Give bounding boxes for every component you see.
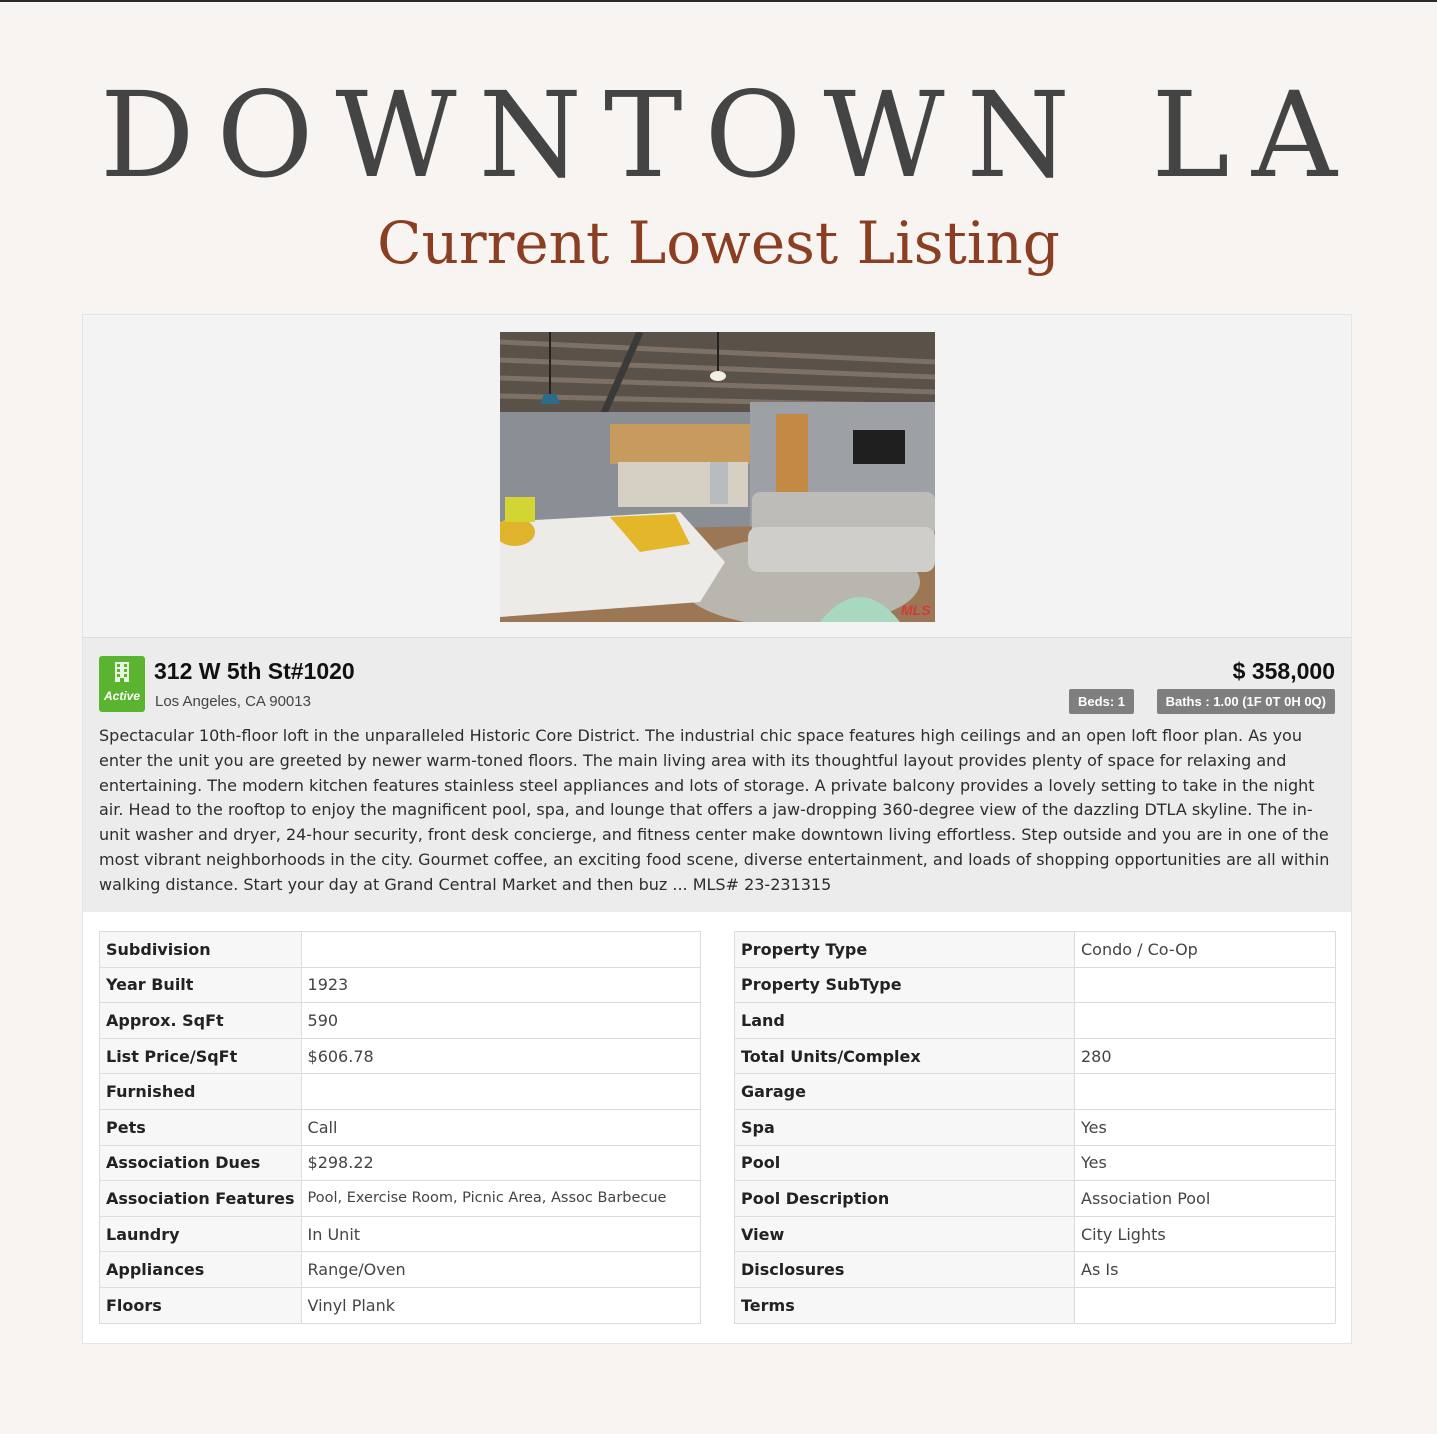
photo-area (83, 315, 1351, 637)
table-row (100, 932, 701, 968)
detail-label: Appliances (100, 1252, 302, 1288)
detail-label: Spa (735, 1109, 1075, 1145)
table-row (735, 1287, 1336, 1323)
detail-label: Total Units/Complex (735, 1038, 1075, 1074)
detail-label: List Price/SqFt (100, 1038, 302, 1074)
table-row (735, 1252, 1336, 1288)
status-label: Active (103, 689, 141, 703)
table-row (735, 1038, 1336, 1074)
detail-value: Association Pool (1075, 1181, 1336, 1217)
detail-label: Floors (100, 1287, 302, 1323)
detail-value (1075, 967, 1336, 1003)
table-row (100, 967, 701, 1003)
detail-value (1075, 1003, 1336, 1039)
detail-value: Pool, Exercise Room, Picnic Area, Assoc Barbecue (301, 1181, 700, 1217)
table-row (100, 1181, 701, 1217)
detail-value: $298.22 (301, 1145, 700, 1181)
detail-label: Association Features (100, 1181, 302, 1217)
detail-label: Pool Description (735, 1181, 1075, 1217)
detail-value: As Is (1075, 1252, 1336, 1288)
table-row (100, 1109, 701, 1145)
table-row (735, 1003, 1336, 1039)
table-row (100, 1287, 701, 1323)
detail-label: Furnished (100, 1074, 302, 1110)
detail-value: Condo / Co-Op (1075, 932, 1336, 968)
detail-label: Garage (735, 1074, 1075, 1110)
status-badge (99, 656, 145, 712)
detail-label: Terms (735, 1287, 1075, 1323)
table-row (735, 967, 1336, 1003)
listing-photo[interactable] (500, 332, 935, 622)
detail-label: Pets (100, 1109, 302, 1145)
baths-badge: Baths : 1.00 (1F 0T 0H 0Q) (1157, 689, 1335, 714)
page-subtitle: Current Lowest Listing (377, 209, 1060, 277)
listing-description: Spectacular 10th-floor loft in the unparalleled Historic Core District. The industrial chic space features high ceilings and an open loft floor plan. As you enter the unit you are greeted by newer warm-toned floors. The main living area with its thoughtful layout provides plenty of space for relaxing and entertaining. The modern kitchen features stainless steel appliances and lots of storage. A private balcony provides a lovely setting to take in the night air. Head to the rooftop to enjoy the magnificent pool, spa, and lounge that offers a jaw-dropping 360-degree view of the dazzling DTLA skyline. The in-unit washer and dryer, 24-hour security, front desk concierge, and fitness center make downtown living effortless. Step outside and you are in one of the most vibrant neighborhoods in the city. Gourmet coffee, an exciting food scene, diverse entertainment, and loads of shopping opportunities are all within walking distance. Start your day at Grand Central Market and then buz ... MLS# 23-231315 (99, 726, 1330, 894)
details-table-right (734, 931, 1336, 1324)
living-room-photo-icon (500, 332, 935, 622)
detail-label: Disclosures (735, 1252, 1075, 1288)
detail-value: Range/Oven (301, 1252, 700, 1288)
detail-value: Call (301, 1109, 700, 1145)
table-row (735, 1216, 1336, 1252)
detail-label: Association Dues (100, 1145, 302, 1181)
table-row (735, 1145, 1336, 1181)
beds-badge: Beds: 1 (1069, 689, 1134, 714)
table-row (100, 1003, 701, 1039)
listing-city: Los Angeles, CA 90013 (155, 693, 311, 710)
listing-summary (83, 637, 1351, 912)
table-row (100, 1145, 701, 1181)
detail-label: Subdivision (100, 932, 302, 968)
detail-label: Year Built (100, 967, 302, 1003)
detail-value: City Lights (1075, 1216, 1336, 1252)
detail-value: 1923 (301, 967, 700, 1003)
listing-address[interactable]: 312 W 5th St#1020 (154, 658, 355, 684)
top-border (0, 0, 1437, 2)
detail-label: View (735, 1216, 1075, 1252)
detail-value (1075, 1287, 1336, 1323)
table-row (735, 1181, 1336, 1217)
table-row (100, 1074, 701, 1110)
detail-value: Yes (1075, 1145, 1336, 1181)
table-row (735, 932, 1336, 968)
detail-label: Property Type (735, 932, 1075, 968)
listing-card (82, 314, 1352, 1344)
table-row (735, 1109, 1336, 1145)
detail-value: 590 (301, 1003, 700, 1039)
table-row (100, 1216, 701, 1252)
detail-value: 280 (1075, 1038, 1336, 1074)
detail-value: $606.78 (301, 1038, 700, 1074)
detail-label: Laundry (100, 1216, 302, 1252)
detail-label: Pool (735, 1145, 1075, 1181)
page-title: DOWNTOWN LA (100, 66, 1359, 204)
building-icon (114, 662, 130, 682)
detail-value: In Unit (301, 1216, 700, 1252)
mls-watermark: MLS (901, 602, 931, 618)
detail-label: Approx. SqFt (100, 1003, 302, 1039)
detail-value (301, 1074, 700, 1110)
details-table-left (99, 931, 701, 1324)
table-row (735, 1074, 1336, 1110)
table-row (100, 1038, 701, 1074)
table-row (100, 1252, 701, 1288)
listing-price: $ 358,000 (1232, 658, 1335, 684)
detail-label: Land (735, 1003, 1075, 1039)
detail-label: Property SubType (735, 967, 1075, 1003)
detail-value: Yes (1075, 1109, 1336, 1145)
detail-value (301, 932, 700, 968)
detail-value (1075, 1074, 1336, 1110)
detail-value: Vinyl Plank (301, 1287, 700, 1323)
